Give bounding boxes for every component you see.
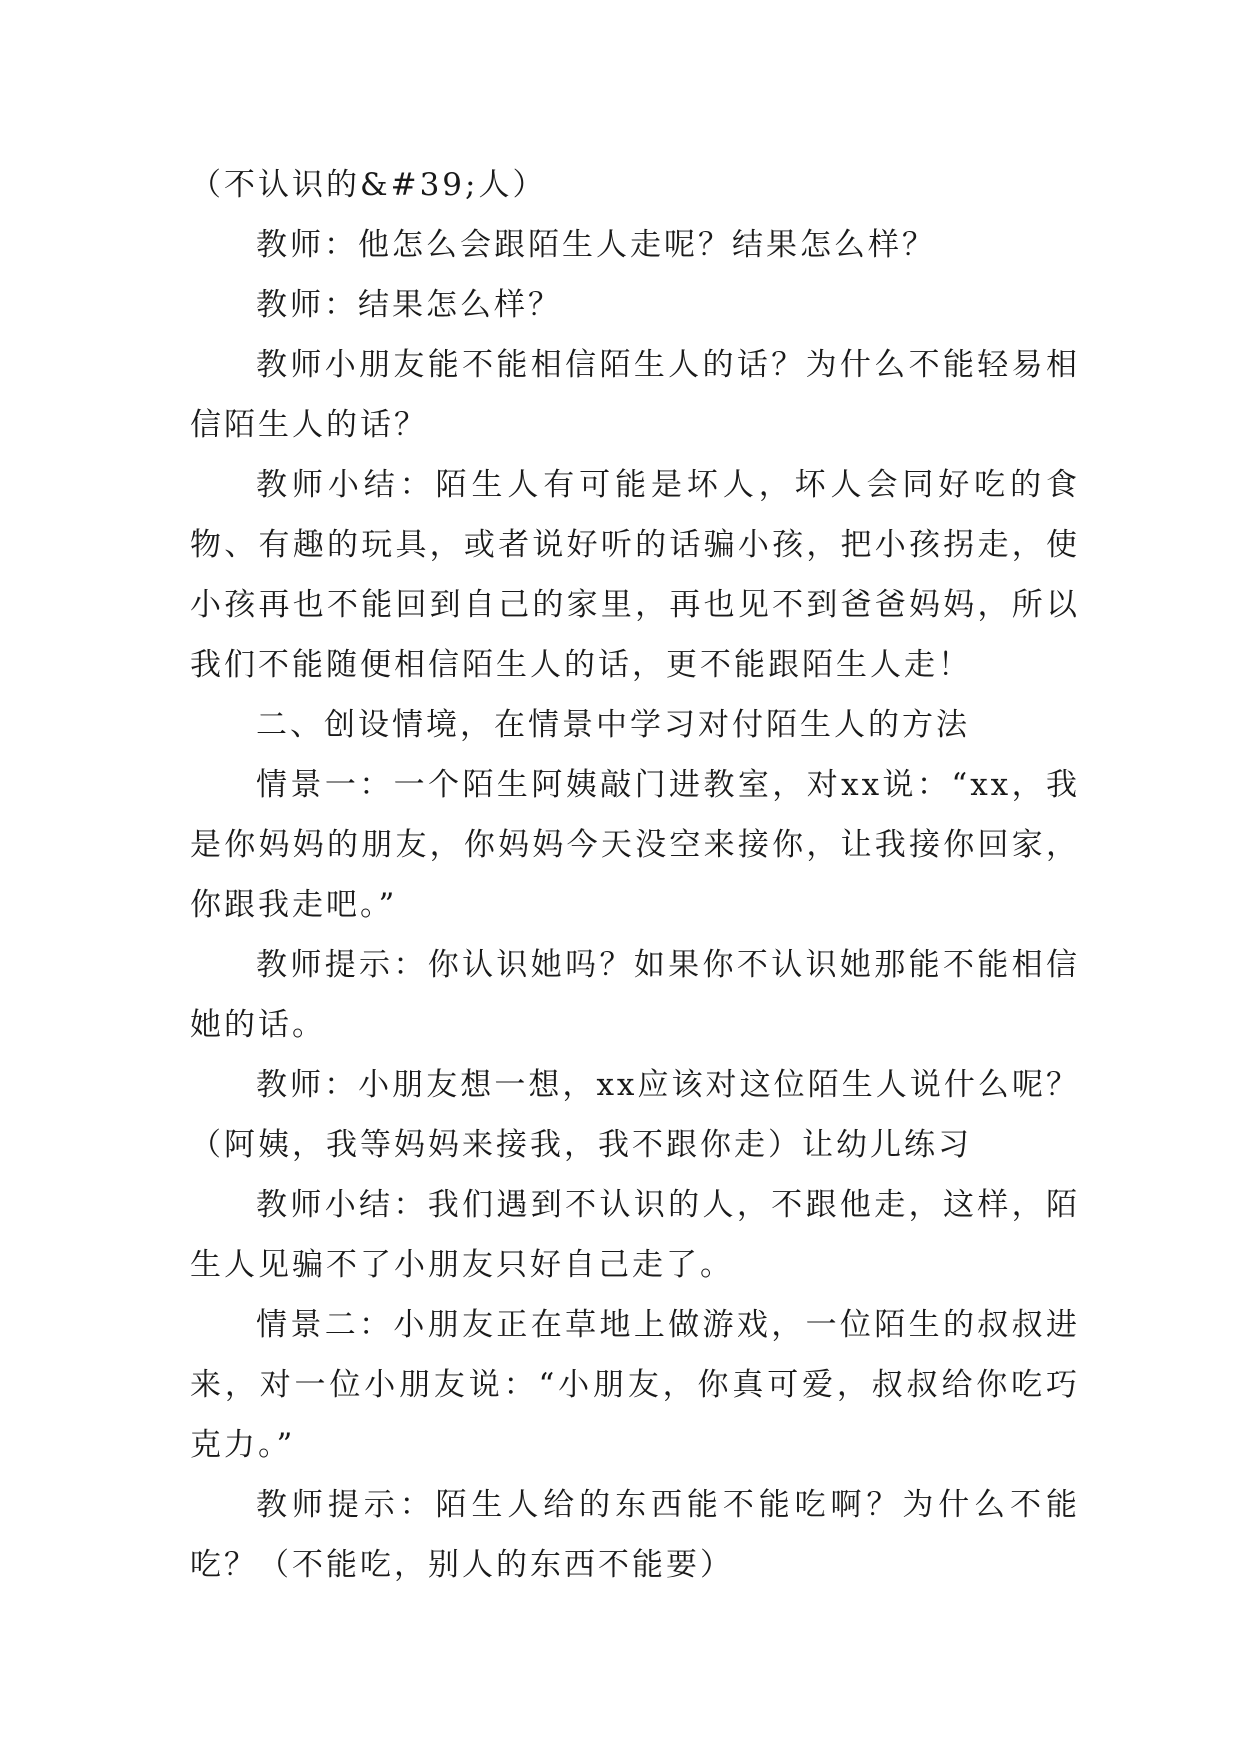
paragraph-9: 教师：小朋友想一想，xx应该对这位陌生人说什么呢？（阿姨，我等妈妈来接我，我不跟你走）让幼儿练习 — [190, 1067, 1080, 1163]
paragraph-1: （不认识的&#39;人） — [190, 167, 547, 203]
paragraph-8: 教师提示：你认识她吗？如果你不认识她那能不能相信她的话。 — [190, 947, 1080, 1043]
paragraph-4: 教师小朋友能不能相信陌生人的话？为什么不能轻易相信陌生人的话？ — [190, 347, 1080, 443]
paragraph-11: 情景二：小朋友正在草地上做游戏，一位陌生的叔叔进来，对一位小朋友说：“小朋友，你真可爱，叔叔给你吃巧克力。” — [190, 1307, 1080, 1463]
paragraph-3: 教师：结果怎么样？ — [256, 287, 562, 323]
paragraph-2: 教师：他怎么会跟陌生人走呢？结果怎么样？ — [256, 227, 936, 263]
paragraph-7: 情景一：一个陌生阿姨敲门进教室，对xx说：“xx，我是你妈妈的朋友，你妈妈今天没空来接你，让我接你回家，你跟我走吧。” — [190, 767, 1080, 923]
section-heading: 二、创设情境，在情景中学习对付陌生人的方法 — [256, 707, 970, 743]
paragraph-10: 教师小结：我们遇到不认识的人，不跟他走，这样，陌生人见骗不了小朋友只好自己走了。 — [190, 1187, 1080, 1283]
document-body — [190, 155, 1080, 1595]
paragraph-5: 教师小结：陌生人有可能是坏人，坏人会同好吃的食物、有趣的玩具，或者说好听的话骗小孩，把小孩拐走，使小孩再也不能回到自己的家里，再也见不到爸爸妈妈，所以我们不能随便相信陌生人的话，更不能跟陌生人走！ — [190, 467, 1080, 683]
paragraph-12: 教师提示：陌生人给的东西能不能吃啊？为什么不能吃？（不能吃，别人的东西不能要） — [190, 1487, 1080, 1583]
